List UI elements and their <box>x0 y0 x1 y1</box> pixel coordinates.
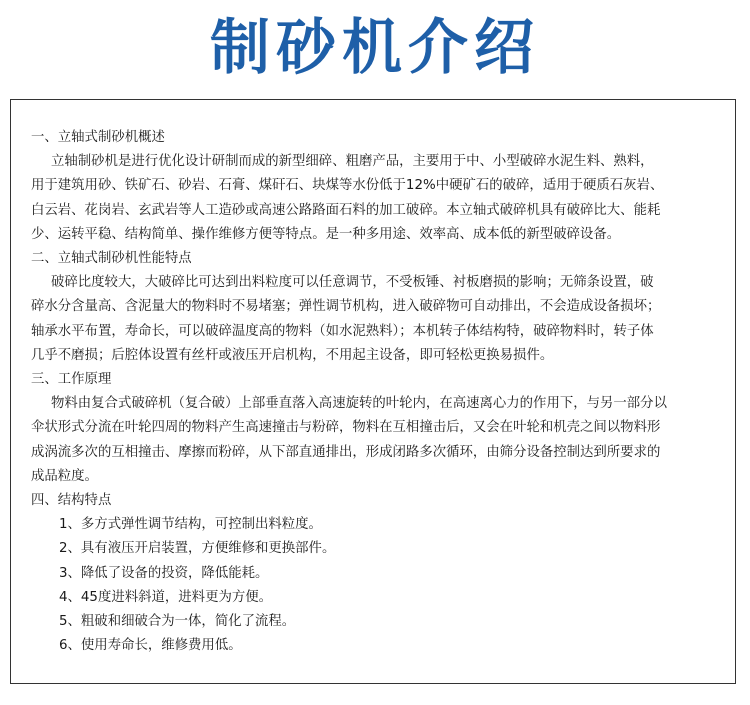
paragraph-line: 轴承水平布置，寿命长，可以破碎温度高的物料（如水泥熟料）；本机转子体结构特，破碎物料时，转子体 <box>31 323 654 339</box>
list-item: 2、具有液压开启装置，方便维修和更换部件。 <box>59 541 336 557</box>
content-box <box>10 99 736 684</box>
list-item: 1、多方式弹性调节结构，可控制出料粒度。 <box>59 517 322 533</box>
list-item: 3、降低了设备的投资，降低能耗。 <box>59 565 269 581</box>
paragraph-line: 白云岩、花岗岩、玄武岩等人工造砂或高速公路路面石料的加工破碎。本立轴式破碎机具有破碎比大、能耗 <box>31 202 661 218</box>
paragraph-line: 几乎不磨损；后腔体设置有丝杆或液压开启机构，不用起主设备，即可轻松更换易损件。 <box>31 347 554 363</box>
page-title: 制砂机介绍 <box>210 13 540 83</box>
paragraph-line: 破碎比度较大，大破碎比可达到出料粒度可以任意调节，不受板锤、衬板磨损的影响；无筛条设置，破 <box>51 275 654 291</box>
section-heading-overview: 一、立轴式制砂机概述 <box>31 130 165 145</box>
paragraph-line: 少、运转平稳、结构简单、操作维修方便等特点。是一种多用途、效率高、成本低的新型破碎设备。 <box>31 226 621 242</box>
paragraph-line: 物料由复合式破碎机（复合破）上部垂直落入高速旋转的叶轮内，在高速离心力的作用下，与另一部分以 <box>51 396 667 412</box>
list-item: 4、45度进料斜道，进料更为方便。 <box>59 589 273 605</box>
text-block <box>31 126 721 658</box>
paragraph-line: 成品粒度。 <box>31 468 98 484</box>
section-heading-features: 二、立轴式制砂机性能特点 <box>31 251 192 267</box>
section-paragraph-overview <box>31 150 721 247</box>
paragraph-line: 立轴制砂机是进行优化设计研制而成的新型细碎、粗磨产品，主要用于中、小型破碎水泥生料、熟料， <box>51 154 654 170</box>
section-paragraph-features <box>31 271 721 368</box>
list-item: 6、使用寿命长，维修费用低。 <box>59 638 242 654</box>
paragraph-line: 用于建筑用砂、铁矿石、砂岩、石膏、煤矸石、块煤等水份低于12%中硬矿石的破碎，适用于硬质石灰岩、 <box>31 178 664 194</box>
section-paragraph-principle <box>31 392 721 489</box>
section-heading-principle: 三、工作原理 <box>31 372 112 388</box>
section-heading-structure: 四、结构特点 <box>31 493 112 509</box>
paragraph-line: 成涡流多次的互相撞击、摩擦而粉碎，从下部直通排出，形成闭路多次循环，由筛分设备控制达到所要求的 <box>31 444 661 460</box>
paragraph-line: 伞状形式分流在叶轮四周的物料产生高速撞击与粉碎，物料在互相撞击后，又会在叶轮和机壳之间以物料形 <box>31 420 661 436</box>
paragraph-line: 碎水分含量高、含泥量大的物料时不易堵塞；弹性调节机构，进入破碎物可自动排出，不会造成设备损坏； <box>31 299 661 315</box>
list-item: 5、粗破和细破合为一体，简化了流程。 <box>59 614 296 630</box>
